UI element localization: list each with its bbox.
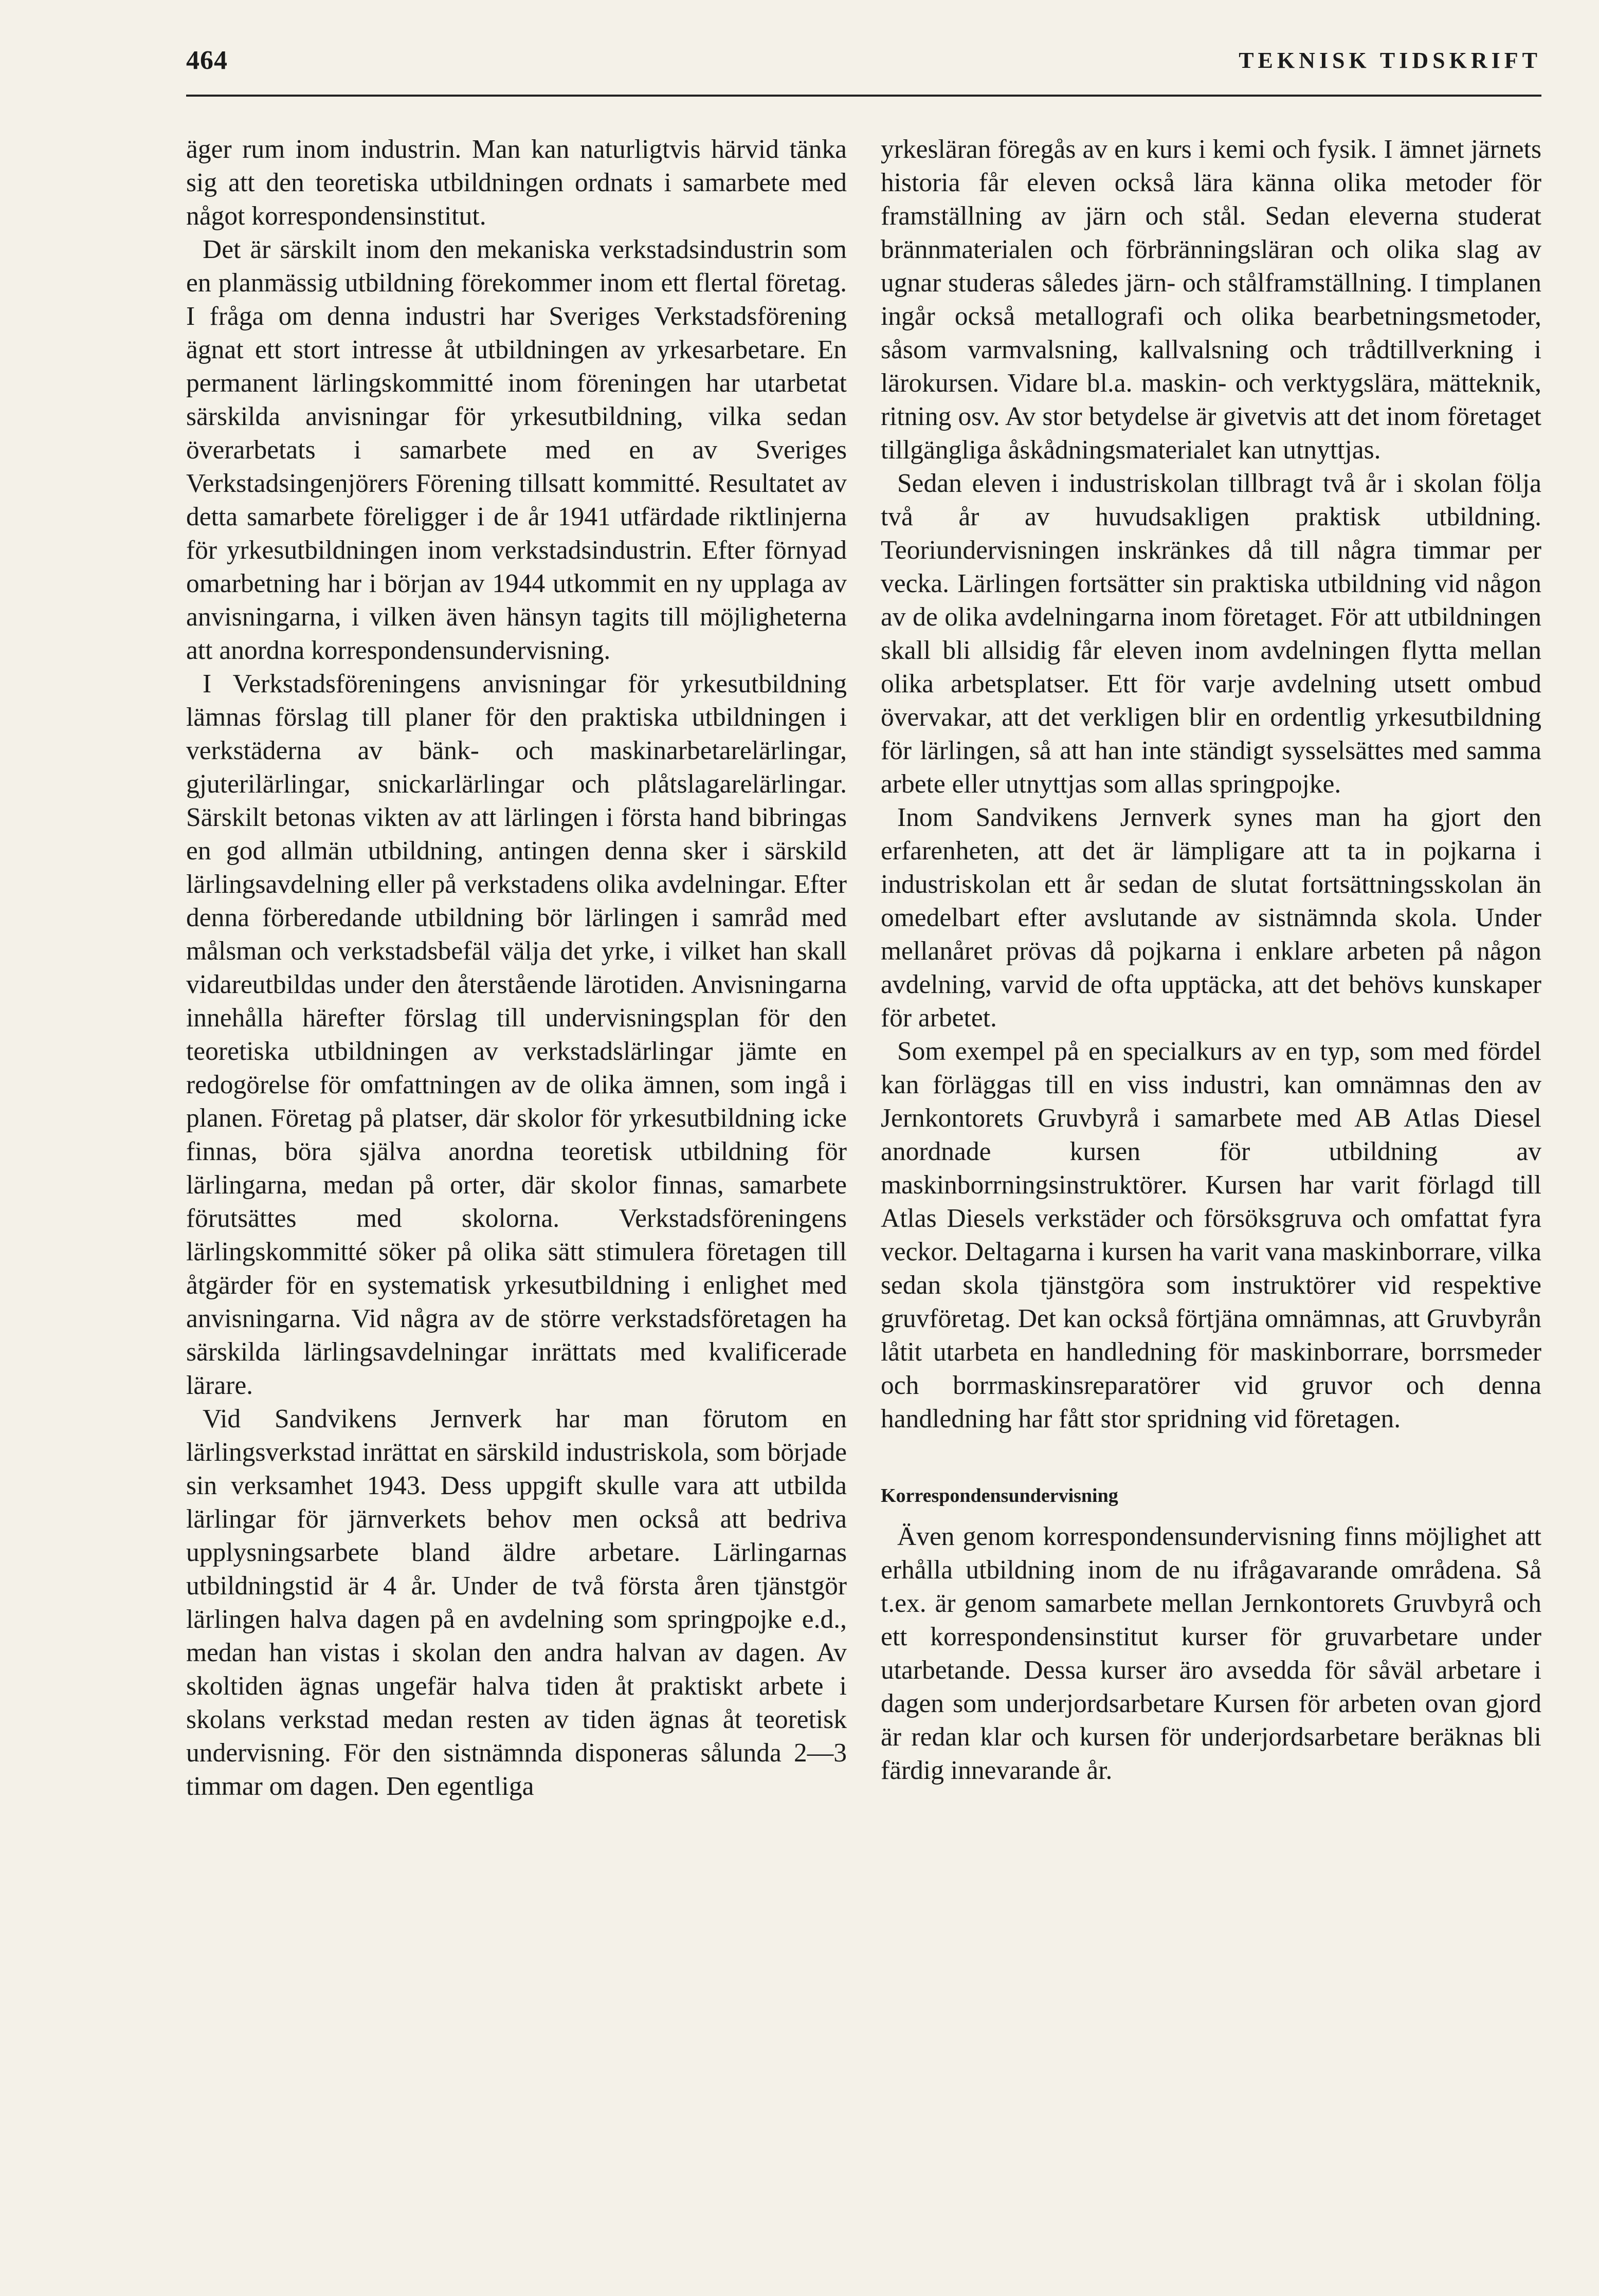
paragraph: I Verkstadsföreningens anvisningar för yrkesutbildning lämnas förslag till planer för den praktiska utbildningen i verkstäderna av bänk- och maskinarbetarelärlingar, gjuterilärlingar, snickarlärlingar och plåtslagarelärlingar. Särskilt betonas vikten av att lärlingen i första hand bibringas en god allmän utbildning, antingen denna sker i särskild lärlingsavdelning eller på verkstadens olika avdelningar. Efter denna förberedande utbildning bör lärlingen i samråd med målsman och verkstadsbefäl välja det yrke, i vilket han skall vidareutbildas under den återstående lärotiden. Anvisningarna innehålla härefter förslag till undervisningsplan för den teoretiska utbildningen av verkstadslärlingar jämte en redogörelse för omfattningen av de olika ämnen, som ingå i planen. Företag på platser, där skolor för yrkesutbildning icke finnas, böra själva anordna teoretisk utbildning för lärlingarna, medan på orter, där skolor finnas, samarbete förutsättes med skolorna. Verkstadsföreningens lärlingskommitté söker på olika sätt stimulera företagen till åtgärder för en systematisk yrkesutbildning i enlighet med anvisningarna. Vid några av de större verkstadsföretagen ha särskilda lärlingsavdelningar inrättats med kvalificerade lärare. bbox=[186, 669, 847, 1400]
paragraph: Inom Sandvikens Jernverk synes man ha gjort den erfarenheten, att det är lämpligare att ta in pojkarna i industriskolan ett år sedan de slutat fortsättningsskolan än omedelbart efter avslutande av sistnämnda skola. Under mellanåret prövas då pojkarna i enklare arbeten på någon avdelning, varvid de ofta upptäcka, att det behövs kunskaper för arbetet. bbox=[881, 803, 1541, 1033]
right-column bbox=[881, 133, 1541, 1787]
page-header bbox=[186, 45, 1541, 97]
paragraph: yrkesläran föregås av en kurs i kemi och fysik. I ämnet järnets historia får eleven också lära känna olika metoder för framställning av järn och stål. Sedan eleverna studerat brännmaterialen och förbränningsläran och olika slag av ugnar studeras således järn- och stålframställning. I timplanen ingår också metallografi och olika bearbetningsmetoder, såsom varmvalsning, kallvalsning och trådtillverkning i lärokursen. Vidare bl.a. maskin- och verktygslära, mätteknik, ritning osv. Av stor betydelse är givetvis att det inom företaget tillgängliga åskådningsmaterialet kan utnyttjas. bbox=[881, 135, 1541, 465]
paragraph: Vid Sandvikens Jernverk har man förutom en lärlingsverkstad inrättat en särskild industriskola, som började sin verksamhet 1943. Dess uppgift skulle vara att utbilda lärlingar för järnverkets behov men också att bedriva upplysningsarbete bland äldre arbetare. Lärlingarnas utbildningstid är 4 år. Under de två första åren tjänstgör lärlingen halva dagen på en avdelning som springpojke e.d., medan han vistas i skolan den andra halvan av dagen. Av skoltiden ägnas ungefär halva tiden åt praktiskt arbete i skolans verkstad medan resten av tiden ägnas åt teoretisk undervisning. För den sistnämnda disponeras sålunda 2—3 timmar om dagen. Den egentliga bbox=[186, 1404, 847, 1801]
paragraph: Sedan eleven i industriskolan tillbragt två år i skolan följa två år av huvudsakligen praktisk utbildning. Teoriundervisningen inskränkes då till några timmar per vecka. Lärlingen fortsätter sin praktiska utbildning vid någon av de olika avdelningarna inom företaget. För att utbildningen skall bli allsidig får eleven inom avdelningen flytta mellan olika arbetsplatser. Ett för varje avdelning utsett ombud övervakar, att det verkligen blir en ordentlig yrkesutbildning för lärlingen, så att han inte ständigt sysselsättes med samma arbete eller utnyttjas som allas springpojke. bbox=[881, 469, 1541, 799]
section-heading: Korrespondensundervisning bbox=[881, 1485, 1118, 1507]
page-number: 464 bbox=[186, 46, 228, 75]
paragraph: Även genom korrespondensundervisning finns möjlighet att erhålla utbildning inom de nu ifrågavarande områdena. Så t.ex. är genom samarbete mellan Jernkontorets Gruvbyrå och ett korrespondensinstitut kurser för gruvarbetare under utarbetande. Dessa kurser äro avsedda för såväl arbetare i dagen som underjordsarbetare Kursen för arbeten ovan gjord är redan klar och kursen för underjordsarbetare beräknas bli färdig innevarande år. bbox=[881, 1522, 1541, 1785]
paragraph: Som exempel på en specialkurs av en typ, som med fördel kan förläggas till en viss industri, kan omnämnas den av Jernkontorets Gruvbyrå i samarbete med AB Atlas Diesel anordnade kursen för utbildning av maskinborrningsinstruktörer. Kursen har varit förlagd till Atlas Diesels verkstäder och försöksgruva och omfattat fyra veckor. Deltagarna i kursen ha varit vana maskinborrare, vilka sedan skola tjänstgöra som instruktörer vid respektive gruvföretag. Det kan också förtjäna omnämnas, att Gruvbyrån låtit utarbeta en handledning för maskinborrare, borrsmeder och borrmaskinsreparatörer vid gruvor och denna handledning har fått stor spridning vid företagen. bbox=[881, 1037, 1541, 1434]
paragraph: äger rum inom industrin. Man kan naturligtvis härvid tänka sig att den teoretiska utbildningen ordnats i samarbete med något korrespondensinstitut. bbox=[186, 135, 847, 231]
journal-title: TEKNISK TIDSKRIFT bbox=[1239, 48, 1541, 73]
left-column bbox=[186, 133, 847, 1803]
paragraph: Det är särskilt inom den mekaniska verkstadsindustrin som en planmässig utbildning förekommer inom ett flertal företag. I fråga om denna industri har Sveriges Verkstadsförening ägnat ett stort intresse åt utbildningen av yrkesarbetare. En permanent lärlingskommitté inom föreningen har utarbetat särskilda anvisningar för yrkesutbildning, vilka sedan överarbetats i samarbete med en av Sveriges Verkstadsingenjörers Förening tillsatt kommitté. Resultatet av detta samarbete föreligger i de år 1941 utfärdade riktlinjerna för yrkesutbildningen inom verkstadsindustrin. Efter förnyad omarbetning har i början av 1944 utkommit en ny upplaga av anvisningarna, i vilken även hänsyn tagits till möjligheterna att anordna korrespondensundervisning. bbox=[186, 235, 847, 665]
